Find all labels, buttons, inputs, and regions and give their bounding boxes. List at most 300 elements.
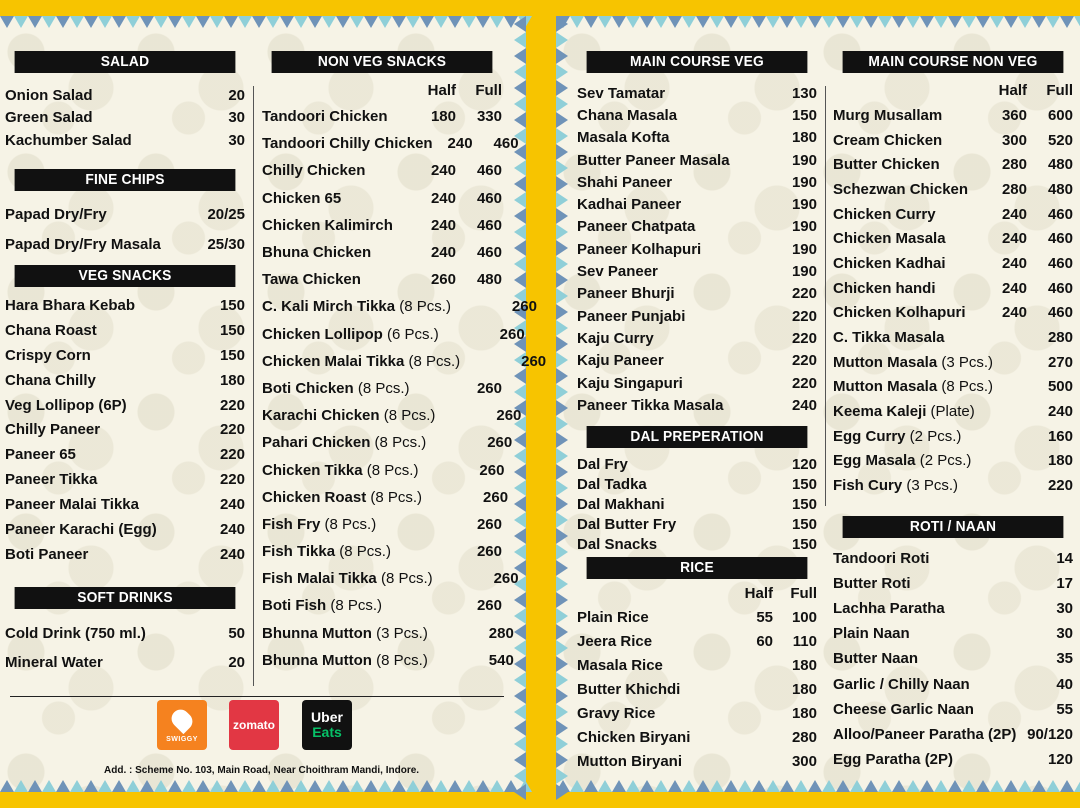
item-name	[577, 476, 647, 493]
border-triangle	[724, 16, 738, 28]
item-prices	[792, 241, 817, 258]
menu-item	[262, 456, 505, 483]
menu-item	[5, 542, 245, 567]
border-triangle	[1018, 780, 1032, 792]
triangle-border-bottom	[556, 780, 1080, 792]
item-prices	[416, 217, 502, 234]
border-triangle	[514, 512, 526, 528]
item-name	[262, 162, 365, 179]
border-triangle	[294, 780, 308, 792]
border-triangle	[364, 16, 378, 28]
item-portion: (8 Pcs.)	[353, 379, 410, 397]
full-price: 460	[476, 189, 502, 207]
item-name	[5, 322, 97, 339]
border-triangle	[140, 16, 154, 28]
border-triangle	[696, 780, 710, 792]
menu-item	[262, 212, 502, 239]
item-portion: (8 Pcs.)	[371, 651, 428, 669]
border-triangle	[850, 780, 864, 792]
full-price: 260	[476, 597, 502, 615]
main-course-veg-section	[577, 51, 817, 416]
item-price: 240	[219, 545, 245, 563]
border-triangle	[556, 128, 568, 144]
menu-item	[262, 402, 522, 429]
item-title: Schezwan Chicken	[833, 180, 969, 198]
item-name	[262, 271, 361, 288]
half-price	[428, 625, 468, 642]
section-header: ROTI / NAAN	[843, 516, 1064, 538]
item-title: Paneer Punjabi	[577, 307, 686, 325]
item-name	[5, 625, 146, 642]
triangle-border-top	[556, 16, 1080, 28]
full-column-label: Full	[790, 585, 817, 602]
item-title: Tandoori Roti	[833, 550, 930, 568]
border-triangle	[28, 780, 42, 792]
item-name	[833, 477, 958, 494]
item-title: Fish Fry	[262, 515, 321, 533]
item-price: 150	[219, 296, 245, 314]
menu-item	[5, 619, 245, 648]
half-price: 360	[1001, 106, 1027, 124]
menu-item	[833, 202, 1073, 227]
item-prices	[997, 378, 1073, 395]
half-price: 60	[756, 632, 773, 650]
item-name	[577, 285, 675, 302]
border-triangle	[556, 496, 568, 512]
half-price	[416, 380, 456, 397]
border-triangle	[252, 16, 266, 28]
item-name	[833, 255, 946, 272]
item-title: Plain Rice	[577, 608, 649, 626]
item-portion: (8 Pcs.)	[366, 488, 423, 506]
item-title: Kachumber Salad	[5, 131, 132, 149]
item-price: 180	[219, 371, 245, 389]
item-title: Chicken Masala	[833, 230, 946, 248]
full-price: 460	[1047, 304, 1073, 322]
item-name	[577, 729, 690, 746]
item-prices	[743, 753, 817, 770]
item-price: 14	[1056, 550, 1073, 568]
border-triangle	[668, 16, 682, 28]
border-triangle	[1074, 780, 1080, 792]
border-triangle	[556, 672, 568, 688]
menu-item	[577, 495, 817, 515]
border-triangle	[420, 780, 434, 792]
menu-item	[577, 394, 817, 416]
item-name	[833, 181, 968, 198]
item-name	[833, 701, 974, 718]
border-triangle	[556, 208, 568, 224]
item-prices	[997, 255, 1073, 272]
border-triangle	[1004, 16, 1018, 28]
item-price: 30	[1056, 600, 1073, 618]
border-triangle	[378, 780, 392, 792]
item-prices	[743, 657, 817, 674]
border-triangle	[514, 112, 526, 128]
item-prices	[418, 462, 504, 479]
item-portion: (3 Pcs.)	[937, 353, 994, 371]
item-name	[577, 218, 695, 235]
half-price	[460, 353, 500, 370]
half-price: 240	[1001, 279, 1027, 297]
item-name	[5, 397, 127, 414]
full-price: 480	[476, 271, 502, 289]
border-triangle	[462, 16, 476, 28]
item-prices	[792, 397, 817, 414]
menu-item	[262, 429, 513, 456]
item-title: Chilly Paneer	[5, 421, 101, 439]
price-column-headers	[262, 79, 502, 103]
item-portion: (3 Pcs.)	[371, 624, 428, 642]
border-triangle	[1032, 780, 1046, 792]
half-price	[416, 516, 456, 533]
full-price: 480	[1047, 156, 1073, 174]
border-triangle	[378, 16, 392, 28]
full-price: 460	[476, 216, 502, 234]
item-price: 150	[791, 516, 817, 534]
item-title: Paneer 65	[5, 446, 76, 464]
border-triangle	[780, 780, 794, 792]
item-title: Paneer Bhurji	[577, 285, 675, 303]
border-triangle	[0, 780, 14, 792]
item-name	[262, 380, 410, 397]
border-triangle	[556, 464, 568, 480]
item-title: Egg Paratha (2P)	[833, 750, 954, 768]
item-name	[577, 536, 657, 553]
border-triangle	[1074, 16, 1080, 28]
border-triangle	[864, 780, 878, 792]
item-title: Paneer Malai Tikka	[5, 496, 139, 514]
uber-eats-logo	[302, 700, 352, 750]
border-triangle	[556, 336, 568, 352]
item-name	[262, 652, 428, 669]
salad-section	[5, 51, 245, 152]
eats-label: Eats	[312, 724, 342, 740]
item-title: Chana Roast	[5, 321, 97, 339]
border-triangle	[126, 780, 140, 792]
item-prices	[997, 107, 1073, 124]
border-triangle	[556, 480, 568, 496]
border-triangle	[56, 16, 70, 28]
border-triangle	[682, 16, 696, 28]
border-triangle	[808, 780, 822, 792]
item-name	[262, 353, 460, 370]
item-name	[577, 308, 685, 325]
half-price: 240	[430, 244, 456, 262]
item-name	[5, 236, 161, 253]
item-title: Hara Bhara Kebab	[5, 296, 136, 314]
full-price: 180	[1047, 452, 1073, 470]
item-name	[262, 326, 439, 343]
item-title: Chicken Roast	[262, 488, 367, 506]
full-price: 180	[791, 680, 817, 698]
full-price: 180	[791, 704, 817, 722]
border-triangle	[476, 780, 490, 792]
full-price: 260	[511, 298, 537, 316]
full-price: 160	[1047, 427, 1073, 445]
border-triangle	[556, 592, 568, 608]
item-price: 220	[791, 329, 817, 347]
full-price: 260	[499, 325, 525, 343]
border-triangle	[780, 16, 794, 28]
half-price	[997, 403, 1027, 420]
item-prices	[792, 375, 817, 392]
border-triangle	[794, 780, 808, 792]
item-title: Chicken handi	[833, 279, 936, 297]
border-triangle	[1046, 780, 1060, 792]
item-prices	[997, 477, 1073, 494]
border-triangle	[808, 16, 822, 28]
border-triangle	[154, 780, 168, 792]
item-prices	[792, 476, 817, 493]
menu-item	[577, 605, 817, 629]
border-triangle	[556, 80, 568, 96]
border-triangle	[584, 16, 598, 28]
border-triangle	[42, 16, 56, 28]
half-price	[422, 489, 462, 506]
border-triangle	[598, 16, 612, 28]
menu-item	[5, 467, 245, 492]
item-prices	[997, 181, 1073, 198]
border-triangle	[514, 592, 526, 608]
item-title: Masala Rice	[577, 656, 663, 674]
full-price: 540	[488, 651, 514, 669]
border-triangle	[182, 16, 196, 28]
border-triangle	[556, 16, 568, 32]
full-price: 260	[493, 570, 519, 588]
border-triangle	[626, 780, 640, 792]
menu-item	[833, 350, 1073, 375]
half-price: 240	[1001, 304, 1027, 322]
border-triangle	[556, 752, 568, 768]
full-price: 270	[1047, 353, 1073, 371]
menu-item	[577, 653, 817, 677]
border-triangle	[1004, 780, 1018, 792]
border-triangle	[514, 544, 526, 560]
menu-item	[262, 293, 537, 320]
border-triangle	[168, 780, 182, 792]
item-name	[577, 633, 652, 650]
item-title: Tawa Chicken	[262, 271, 361, 289]
border-triangle	[556, 640, 568, 656]
menu-item	[833, 747, 1073, 772]
item-prices	[228, 654, 245, 671]
price-column-headers	[577, 583, 817, 605]
half-price	[743, 657, 773, 674]
item-price: 180	[791, 129, 817, 147]
border-triangle	[514, 272, 526, 288]
border-triangle	[878, 16, 892, 28]
item-portion: (8 Pcs.)	[335, 543, 391, 561]
item-portion: (8 Pcs.)	[326, 597, 383, 615]
item-price: 25/30	[207, 235, 245, 253]
item-prices	[451, 298, 537, 315]
section-header: SOFT DRINKS	[15, 587, 236, 609]
full-price: 300	[791, 752, 817, 770]
item-name	[262, 108, 388, 125]
border-triangle	[556, 96, 568, 112]
item-prices	[426, 434, 512, 451]
border-triangle	[934, 780, 948, 792]
border-triangle	[514, 784, 526, 800]
border-triangle	[28, 16, 42, 28]
half-column-label: Half	[744, 585, 773, 602]
half-price	[416, 543, 456, 560]
item-price: 220	[219, 396, 245, 414]
item-prices	[743, 633, 817, 650]
border-triangle	[920, 16, 934, 28]
item-name	[577, 657, 663, 674]
item-prices	[792, 129, 817, 146]
item-prices	[997, 428, 1073, 445]
border-triangle	[514, 368, 526, 384]
border-triangle	[556, 112, 568, 128]
menu-item	[577, 238, 817, 260]
item-prices	[433, 135, 519, 152]
item-name	[577, 85, 665, 102]
item-name	[833, 575, 911, 592]
item-prices	[792, 107, 817, 124]
border-triangle	[556, 784, 568, 800]
item-title: Chicken Kadhai	[833, 254, 946, 272]
item-title: Sev Paneer	[577, 263, 658, 281]
item-title: Egg Masala	[833, 452, 916, 470]
item-name	[577, 705, 655, 722]
border-triangle	[626, 16, 640, 28]
item-price: 150	[219, 346, 245, 364]
item-name	[577, 196, 681, 213]
item-name	[833, 329, 944, 346]
triangle-border-right	[514, 16, 526, 792]
border-triangle	[210, 780, 224, 792]
item-title: Dal Butter Fry	[577, 516, 677, 534]
border-triangle	[434, 780, 448, 792]
half-price: 240	[447, 135, 473, 153]
border-triangle	[556, 400, 568, 416]
border-triangle	[766, 780, 780, 792]
swiggy-label: SWIGGY	[166, 736, 198, 743]
border-triangle	[514, 160, 526, 176]
item-name	[833, 428, 961, 445]
item-prices	[228, 109, 245, 126]
item-portion: (8 Pcs.)	[937, 378, 994, 396]
item-prices	[997, 403, 1073, 420]
item-price: 150	[791, 536, 817, 553]
half-price: 280	[1001, 180, 1027, 198]
item-name	[5, 132, 132, 149]
main-course-non-veg-section	[833, 51, 1073, 498]
item-title: Kaju Paneer	[577, 352, 664, 370]
item-portion: (2 Pcs.)	[905, 427, 962, 445]
menu-item	[262, 511, 502, 538]
half-price: 260	[430, 271, 456, 289]
border-triangle	[556, 320, 568, 336]
item-price: 130	[791, 84, 817, 102]
item-prices	[428, 625, 514, 642]
item-name	[577, 152, 730, 169]
border-triangle	[556, 272, 568, 288]
full-price: 180	[791, 656, 817, 674]
menu-item	[833, 226, 1073, 251]
item-name	[262, 135, 433, 152]
item-price: 190	[791, 151, 817, 169]
border-triangle	[266, 780, 280, 792]
item-title: Garlic / Chilly Naan	[833, 675, 970, 693]
item-title: Dal Tadka	[577, 476, 647, 494]
menu-item	[262, 592, 502, 619]
full-price: 460	[493, 135, 519, 153]
menu-item	[833, 596, 1073, 621]
item-prices	[220, 322, 245, 339]
menu-item	[577, 327, 817, 349]
border-triangle	[224, 780, 238, 792]
border-triangle	[514, 48, 526, 64]
menu-item	[833, 103, 1073, 128]
border-triangle	[906, 780, 920, 792]
section-header: MAIN COURSE NON VEG	[843, 51, 1064, 73]
menu-item	[5, 293, 245, 318]
item-name	[577, 174, 672, 191]
border-triangle	[556, 240, 568, 256]
menu-item	[5, 229, 245, 259]
dal-section	[577, 426, 817, 554]
border-triangle	[476, 16, 490, 28]
item-prices	[220, 521, 245, 538]
border-triangle	[556, 560, 568, 576]
item-title: Fish Malai Tikka	[262, 570, 377, 588]
menu-item	[833, 424, 1073, 449]
menu-item	[5, 107, 245, 130]
item-prices	[220, 446, 245, 463]
item-title: Mineral Water	[5, 654, 103, 671]
item-name	[5, 372, 96, 389]
border-triangle	[654, 16, 668, 28]
full-price: 460	[1047, 279, 1073, 297]
border-triangle	[724, 780, 738, 792]
item-name	[262, 298, 451, 315]
menu-item	[5, 199, 245, 229]
item-title: Paneer Tikka	[5, 471, 98, 489]
menu-item	[262, 266, 502, 293]
menu-item	[833, 325, 1073, 350]
full-price: 460	[1047, 230, 1073, 248]
half-price: 240	[1001, 230, 1027, 248]
price-column-headers	[833, 79, 1073, 103]
item-title: Dal Snacks	[577, 536, 658, 553]
menu-item	[833, 671, 1073, 696]
border-triangle	[42, 780, 56, 792]
full-price: 460	[476, 244, 502, 262]
menu-item	[577, 193, 817, 215]
border-triangle	[598, 780, 612, 792]
border-triangle	[514, 256, 526, 272]
half-price: 240	[430, 216, 456, 234]
item-price: 190	[791, 173, 817, 191]
item-name	[833, 378, 993, 395]
border-triangle	[710, 16, 724, 28]
border-triangle	[556, 160, 568, 176]
item-prices	[792, 263, 817, 280]
menu-item	[262, 321, 525, 348]
item-prices	[416, 190, 502, 207]
item-title: Fish Cury	[833, 477, 903, 495]
full-price: 280	[488, 624, 514, 642]
section-header: DAL PREPERATION	[587, 426, 808, 448]
full-price: 260	[487, 434, 513, 452]
uber-label: Uber	[311, 709, 343, 725]
item-prices	[416, 108, 502, 125]
item-price: 150	[791, 496, 817, 514]
